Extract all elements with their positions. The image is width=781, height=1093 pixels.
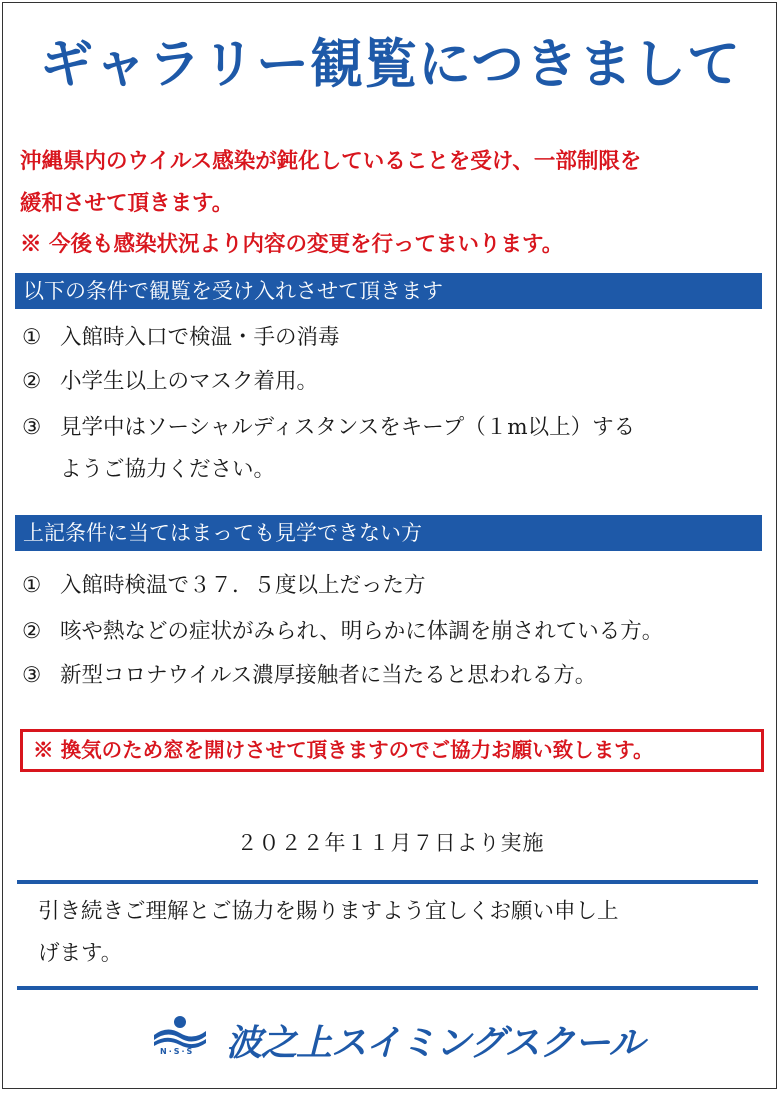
item-number: ① xyxy=(22,325,42,350)
item-text: 見学中はソーシャルディスタンスをキープ（１m以上）する xyxy=(60,415,636,440)
section2-item-2 xyxy=(22,612,663,652)
divider-bottom xyxy=(17,986,758,990)
item-number: ② xyxy=(22,619,42,644)
item-number: ② xyxy=(22,369,42,394)
divider-top xyxy=(17,880,758,884)
section1-heading: 以下の条件で観覧を受け入れさせて頂きます xyxy=(15,273,762,309)
item-text: 新型コロナウイルス濃厚接触者に当たると思われる方。 xyxy=(60,663,597,688)
item-text: 咳や熱などの症状がみられ、明らかに体調を崩されている方。 xyxy=(60,619,664,644)
section2-heading: 上記条件に当てはまっても見学できない方 xyxy=(15,515,762,551)
item-text: 入館時検温で３７．５度以上だった方 xyxy=(60,573,426,598)
item-number: ① xyxy=(22,573,42,598)
section1-item-2 xyxy=(22,362,318,402)
closing-line-2: げます。 xyxy=(38,941,123,966)
notice-line-2: 緩和させて頂きます。 xyxy=(20,191,234,216)
notice-line-1: 沖縄県内のウイルス感染が鈍化していることを受け、一部制限を xyxy=(20,149,642,174)
section1-item-3 xyxy=(22,408,635,448)
section2-item-1 xyxy=(22,566,426,606)
ventilation-notice: ※ 換気のため窓を開けさせて頂きますのでご協力お願い致します。 xyxy=(20,729,764,772)
logo-wordmark: 波之上スイミングスクール xyxy=(226,1023,644,1064)
logo-abbreviation: N·S·S xyxy=(160,1047,195,1056)
closing-line-1: 引き続きご理解とご協力を賜りますよう宜しくお願い申し上 xyxy=(38,899,619,924)
school-logo xyxy=(150,1013,650,1063)
item-text: 入館時入口で検温・手の消毒 xyxy=(60,325,340,350)
section2-item-3 xyxy=(22,656,596,696)
section1-item-3-continuation: ようご協力ください。 xyxy=(60,457,276,482)
section1-item-1 xyxy=(22,318,340,358)
notice-line-3: ※ 今後も感染状況より内容の変更を行ってまいります。 xyxy=(20,232,564,257)
effective-date: ２０２２年１１月７日より実施 xyxy=(236,831,545,855)
page-title: ギャラリー観覧につきまして xyxy=(40,33,741,95)
item-number: ③ xyxy=(22,415,42,440)
item-text: 小学生以上のマスク着用。 xyxy=(60,369,319,394)
item-number: ③ xyxy=(22,663,42,688)
